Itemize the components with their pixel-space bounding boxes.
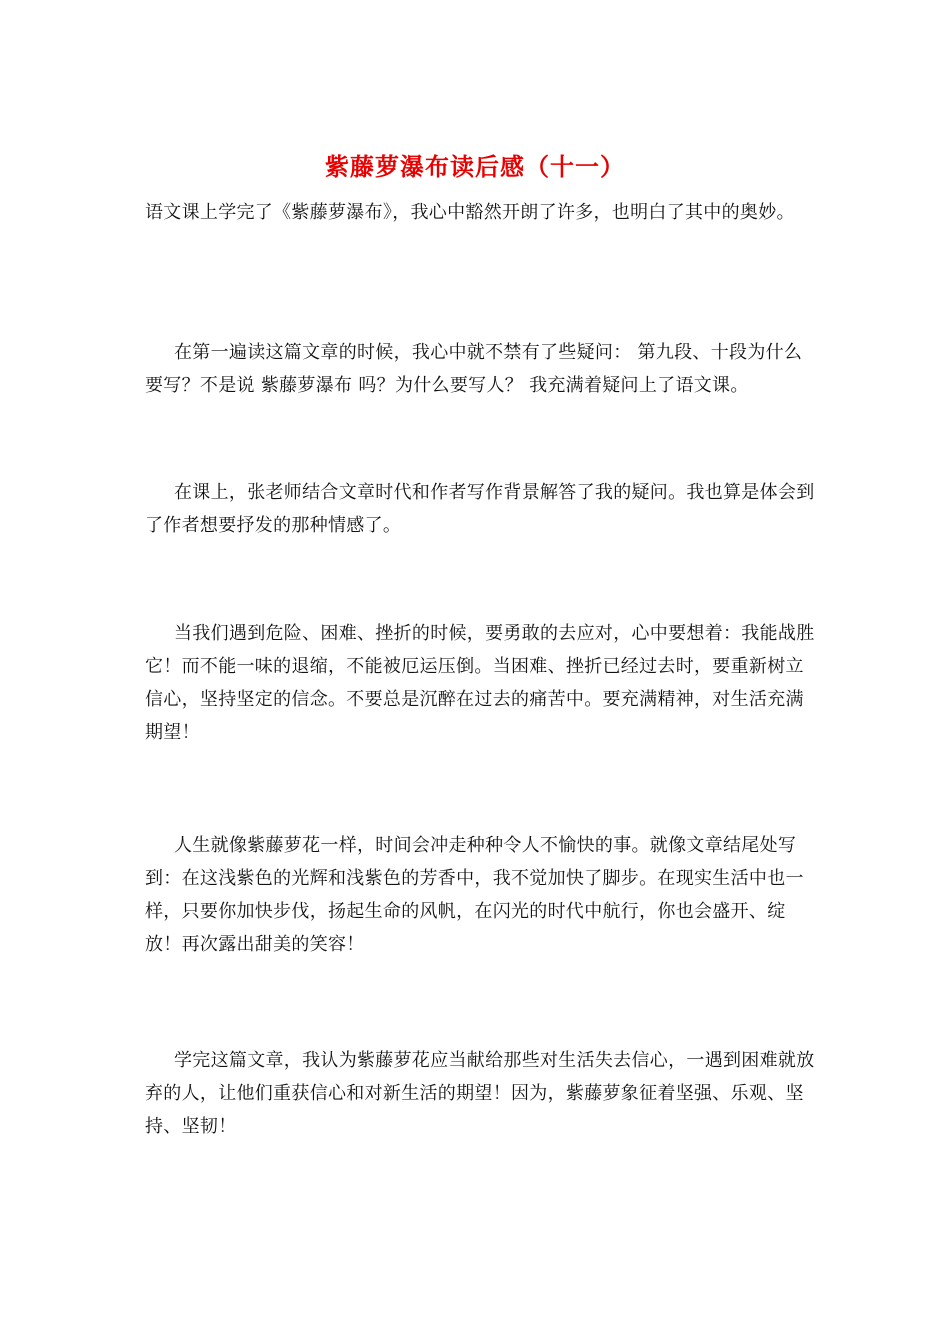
paragraph-conclusion: 学完这篇文章，我认为紫藤萝花应当献给那些对生活失去信心，一遇到困难就放弃的人，让他们重获信心和对新生活的期望！因为，紫藤萝象征着坚强、乐观、坚持、坚韧！ <box>145 1050 815 1137</box>
paragraph-questions: 在第一遍读这篇文章的时候，我心中就不禁有了些疑问： 第九段、十段为什么要写？不是说 紫藤萝瀑布 吗？为什么要写人？ 我充满着疑问上了语文课。 <box>145 342 803 396</box>
paragraph-life: 人生就像紫藤萝花一样，时间会冲走种种令人不愉快的事。就像文章结尾处写到：在这浅紫色的光辉和浅紫色的芳香中，我不觉加快了脚步。在现实生活中也一样，只要你加快步伐，扬起生命的风帆，在闪光的时代中航行，你也会盛开、绽放！再次露出甜美的笑容！ <box>145 835 804 955</box>
paragraph-class: 在课上，张老师结合文章时代和作者写作背景解答了我的疑问。我也算是体会到了作者想要抒发的那种情感了。 <box>145 482 815 536</box>
document-title: 紫藤萝瀑布读后感（十一） <box>325 152 625 181</box>
paragraph-intro: 语文课上学完了《紫藤萝瀑布》，我心中豁然开朗了许多，也明白了其中的奥妙。 <box>145 202 795 223</box>
paragraph-courage: 当我们遇到危险、困难、挫折的时候，要勇敢的去应对，心中要想着：我能战胜它！而不能一味的退缩，不能被厄运压倒。当困难、挫折已经过去时，要重新树立信心，坚持坚定的信念。不要总是沉醉在过去的痛苦中。要充满精神，对生活充满期望！ <box>145 623 815 743</box>
